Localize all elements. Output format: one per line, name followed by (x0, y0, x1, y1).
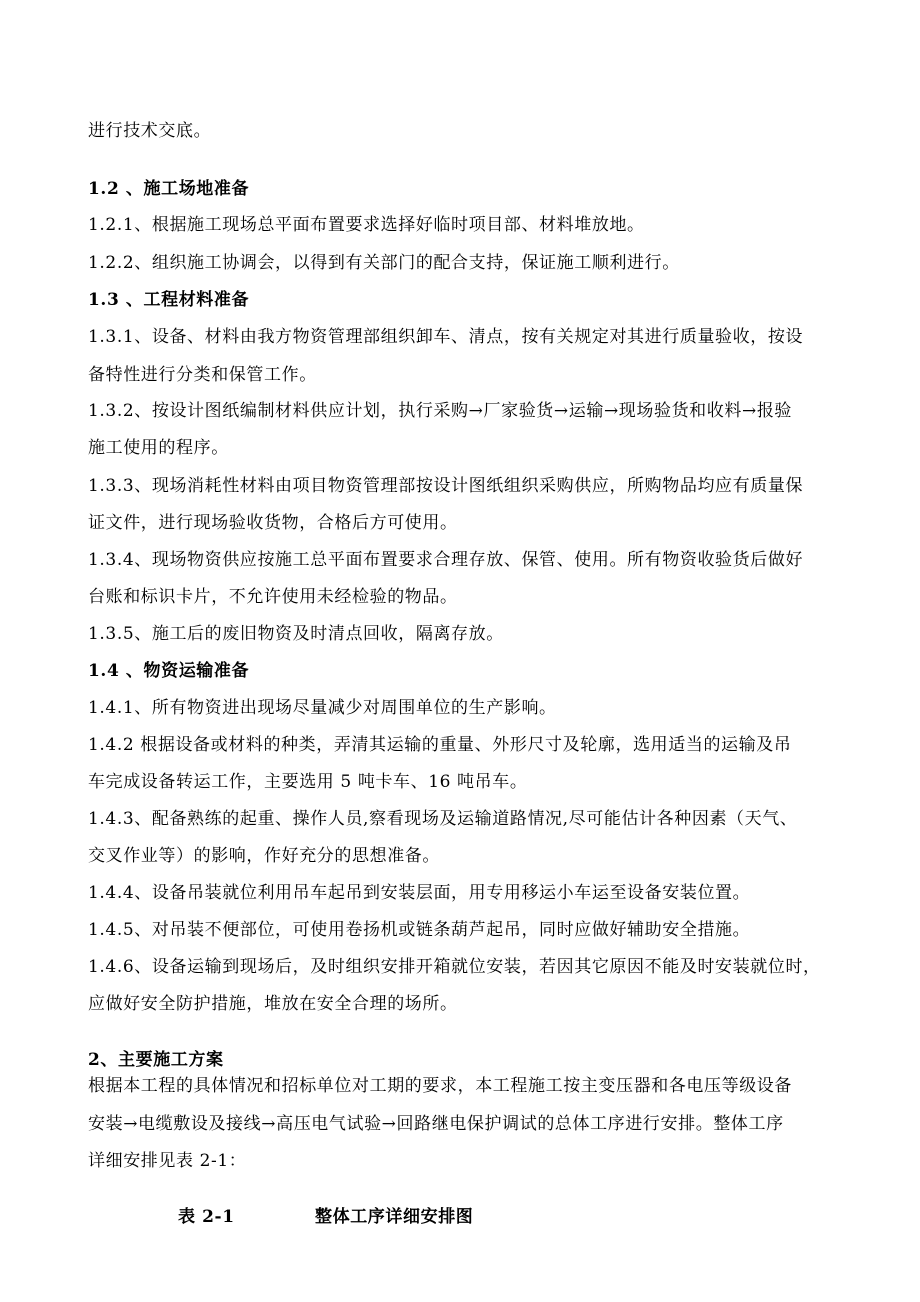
paragraph-line: 车完成设备转运工作，主要选用 5 吨卡车、16 吨吊车。 (88, 772, 528, 792)
paragraph-line: 交叉作业等）的影响，作好充分的思想准备。 (88, 846, 440, 866)
paragraph-line: 1.3.3、现场消耗性材料由项目物资管理部按设计图纸组织采购供应，所购物品均应有质量保 (88, 476, 804, 496)
section-heading: 1.3 、工程材料准备 (88, 290, 250, 310)
paragraph-line: 1.4.2 根据设备或材料的种类，弄清其运输的重量、外形尺寸及轮廓，选用适当的运输及吊 (88, 735, 792, 755)
paragraph-line: 安装→电缆敷设及接线→高压电气试验→回路继电保护调试的总体工序进行安排。整体工序 (88, 1114, 784, 1134)
section-heading: 1.2 、施工场地准备 (88, 179, 250, 199)
paragraph-line: 1.2.2、组织施工协调会，以得到有关部门的配合支持，保证施工顺利进行。 (88, 253, 680, 273)
paragraph-line: 应做好安全防护措施，堆放在安全合理的场所。 (88, 994, 458, 1014)
paragraph-line: 1.4.4、设备吊装就位利用吊车起吊到安装层面，用专用移运小车运至设备安装位置。 (88, 883, 751, 903)
paragraph-line: 1.3.5、施工后的废旧物资及时清点回收，隔离存放。 (88, 624, 504, 644)
table-caption-title: 整体工序详细安排图 (315, 1207, 474, 1227)
paragraph-line: 1.3.1、设备、材料由我方物资管理部组织卸车、清点，按有关规定对其进行质量验收，按设 (88, 327, 804, 347)
section-heading: 2、主要施工方案 (88, 1050, 224, 1070)
table-caption-number: 表 2-1 (178, 1207, 235, 1227)
paragraph-line: 证文件，进行现场验收货物，合格后方可使用。 (88, 513, 458, 533)
paragraph-line: 1.4.6、设备运输到现场后，及时组织安排开箱就位安装，若因其它原因不能及时安装就位时， (88, 957, 821, 977)
section-heading: 1.4 、物资运输准备 (88, 661, 250, 681)
paragraph-line: 施工使用的程序。 (88, 438, 229, 458)
paragraph-line: 1.4.3、配备熟练的起重、操作人员,察看现场及运输道路情况,尽可能估计各种因素（天气、 (88, 809, 798, 829)
paragraph-line: 台账和标识卡片，不允许使用未经检验的物品。 (88, 587, 458, 607)
paragraph-line: 1.3.2、按设计图纸编制材料供应计划，执行采购→厂家验货→运输→现场验货和收料→报验 (88, 401, 793, 421)
paragraph-line: 详细安排见表 2-1： (88, 1151, 247, 1171)
paragraph-line: 1.4.1、所有物资进出现场尽量减少对周围单位的生产影响。 (88, 698, 557, 718)
paragraph-line: 备特性进行分类和保管工作。 (88, 365, 317, 385)
paragraph-line: 进行技术交底。 (88, 121, 212, 141)
paragraph-line: 1.4.5、对吊装不便部位，可使用卷扬机或链条葫芦起吊，同时应做好辅助安全措施。 (88, 920, 751, 940)
paragraph-line: 1.2.1、根据施工现场总平面布置要求选择好临时项目部、材料堆放地。 (88, 215, 645, 235)
paragraph-line: 1.3.4、现场物资供应按施工总平面布置要求合理存放、保管、使用。所有物资收验货后做好 (88, 550, 804, 570)
paragraph-line: 根据本工程的具体情况和招标单位对工期的要求，本工程施工按主变压器和各电压等级设备 (88, 1076, 792, 1096)
